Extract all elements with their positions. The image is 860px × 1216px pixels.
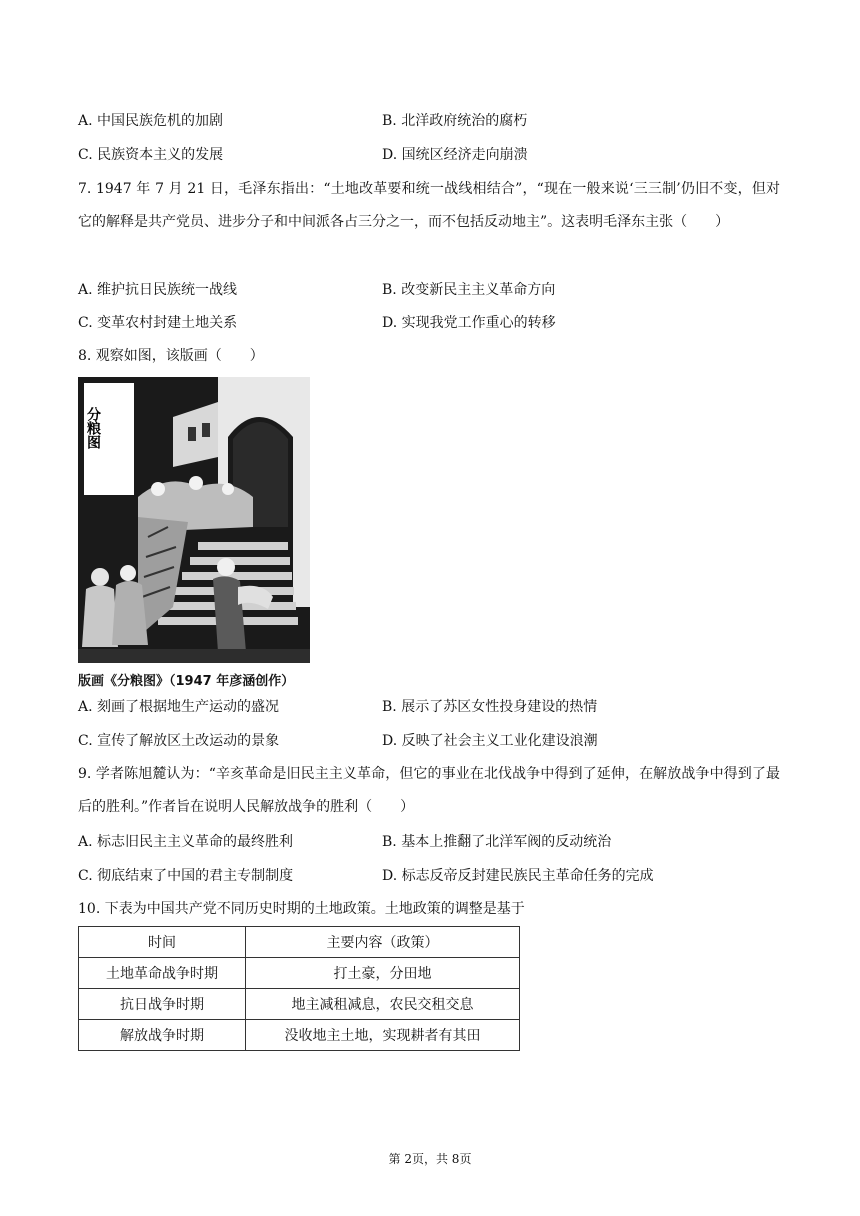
table-cell: 解放战争时期 [79, 1020, 246, 1051]
table-header-cell: 主要内容（政策） [246, 927, 520, 958]
table-row [79, 958, 520, 989]
q10-stem: 10. 下表为中国共产党不同历史时期的土地政策。土地政策的调整是基于 [78, 901, 525, 917]
woodcut-print-image [78, 377, 310, 663]
figure-title: 分粮图 [85, 407, 101, 449]
table-cell: 土地革命战争时期 [79, 958, 246, 989]
q9-option-b[interactable]: B. 基本上推翻了北洋军阀的反动统治 [382, 834, 612, 850]
q7-options-row-1 [78, 280, 778, 300]
q8-options-row-1 [78, 697, 778, 717]
table-row [79, 1020, 520, 1051]
q8-option-a[interactable]: A. 刻画了根据地生产运动的盛况 [78, 699, 280, 715]
q7-options-row-2 [78, 313, 778, 333]
figure-caption: 版画《分粮图》（1947 年彦涵创作） [78, 674, 295, 689]
page-footer: 第 2页，共 8页 [388, 1152, 472, 1166]
q9-stem: 9. 学者陈旭麓认为：“辛亥革命是旧民主主义革命，但它的事业在北伐战争中得到了延伸，在解放战争中得到了最后的胜利。”作者旨在说明人民解放战争的胜利（ ） [78, 766, 780, 815]
table-header-cell: 时间 [79, 927, 246, 958]
table-cell: 没收地主土地，实现耕者有其田 [246, 1020, 520, 1051]
table-cell: 地主减租减息，农民交租交息 [246, 989, 520, 1020]
table-row [79, 989, 520, 1020]
q7-option-c[interactable]: C. 变革农村封建土地关系 [78, 315, 238, 331]
table-cell: 抗日战争时期 [79, 989, 246, 1020]
q6-options-row-1 [78, 111, 778, 131]
q6-option-c[interactable]: C. 民族资本主义的发展 [78, 147, 224, 163]
q9-options-row-1 [78, 832, 778, 852]
q7-stem: 7. 1947 年 7 月 21 日，毛泽东指出：“土地改革要和统一战线相结合”，“现在一般来说‘三三制’仍旧不变，但对它的解释是共产党员、进步分子和中间派各占三分之一，而不包括反动地主”。这表明毛泽东主张（ ） [78, 181, 780, 230]
q6-option-b[interactable]: B. 北洋政府统治的腐朽 [382, 113, 528, 129]
table-cell: 打土豪，分田地 [246, 958, 520, 989]
q6-options-row-2 [78, 145, 778, 165]
q6-option-d[interactable]: D. 国统区经济走向崩溃 [382, 147, 528, 163]
q8-option-c[interactable]: C. 宣传了解放区土改运动的景象 [78, 733, 280, 749]
q7-option-a[interactable]: A. 维护抗日民族统一战线 [78, 282, 238, 298]
q6-option-a[interactable]: A. 中国民族危机的加剧 [78, 113, 224, 129]
q8-options-row-2 [78, 731, 778, 751]
q8-stem: 8. 观察如图，该版画（ ） [78, 348, 264, 364]
q7-option-d[interactable]: D. 实现我党工作重心的转移 [382, 315, 556, 331]
table-header-row [79, 927, 520, 958]
q9-options-row-2 [78, 866, 778, 886]
q8-option-d[interactable]: D. 反映了社会主义工业化建设浪潮 [382, 733, 598, 749]
q9-option-d[interactable]: D. 标志反帝反封建民族民主革命任务的完成 [382, 868, 654, 884]
land-policy-table [78, 926, 520, 1051]
q9-option-c[interactable]: C. 彻底结束了中国的君主专制制度 [78, 868, 294, 884]
q9-option-a[interactable]: A. 标志旧民主主义革命的最终胜利 [78, 834, 294, 850]
q7-option-b[interactable]: B. 改变新民主主义革命方向 [382, 282, 556, 298]
q8-option-b[interactable]: B. 展示了苏区女性投身建设的热情 [382, 699, 598, 715]
